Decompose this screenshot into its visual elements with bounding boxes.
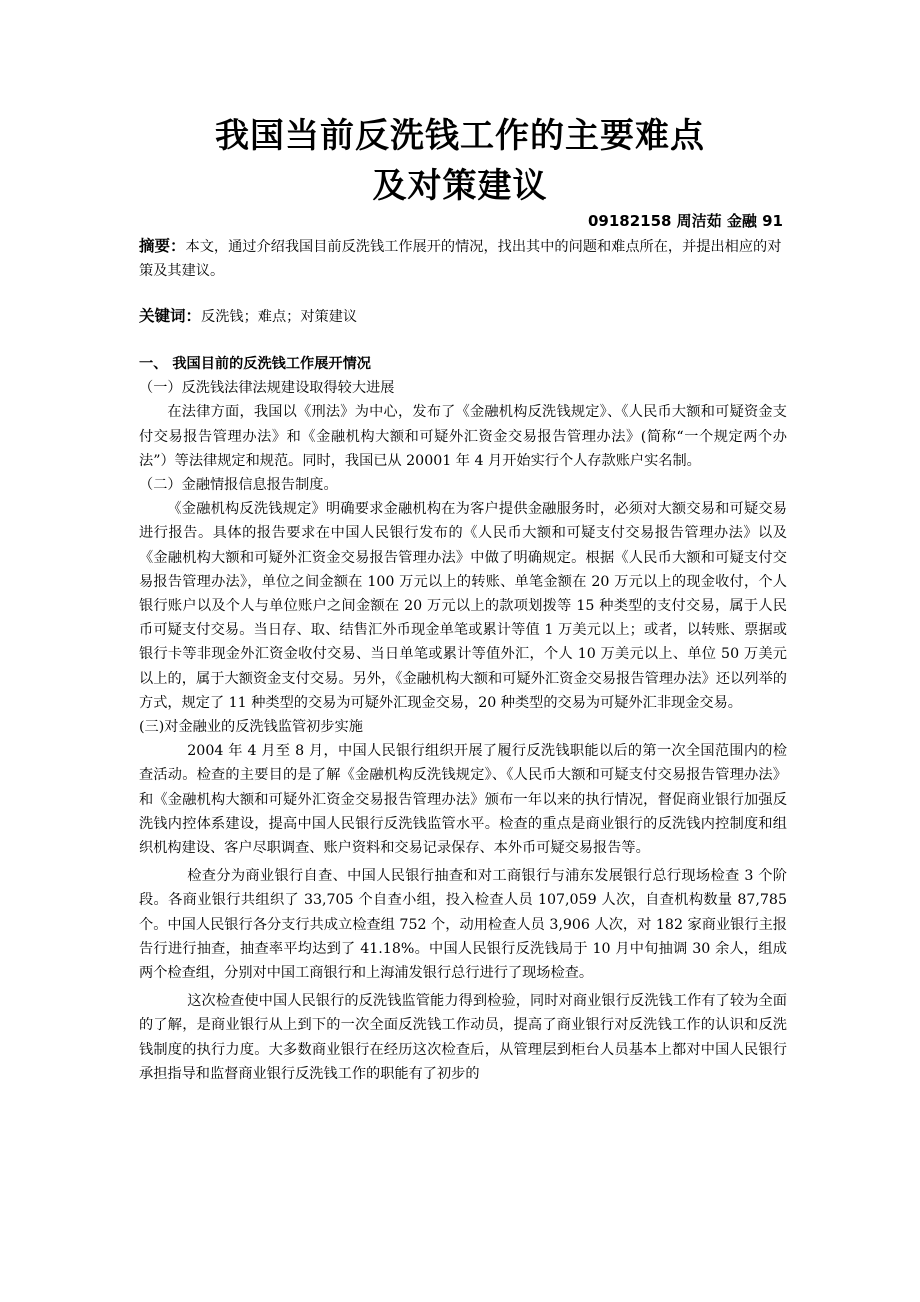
paragraph: 在法律方面，我国以《刑法》为中心，发布了《金融机构反洗钱规定》、《人民币大额和可疑资金支付交易报告管理办法》和《金融机构大额和可疑外汇资金交易报告管理办法》(简称“一个规定两个办法”）等法律规定和规范。同时，我国已从 20001 年 4 月开始实行个人存款账户实名制。 bbox=[139, 404, 787, 469]
document-title-line-1: 我国当前反洗钱工作的主要难点 bbox=[215, 116, 705, 156]
document-title-line-2: 及对策建议 bbox=[372, 166, 548, 206]
keywords bbox=[139, 304, 787, 329]
paragraph: 《金融机构反洗钱规定》明确要求金融机构在为客户提供金融服务时，必须对大额交易和可疑交易进行报告。具体的报告要求在中国人民银行发布的《人民币大额和可疑支付交易报告管理办法》以及《金融机构大额和可疑外汇资金交易报告管理办法》中做了明确规定。根据《人民币大额和可疑支付交易报告管理办法》，单位之间金额在 100 万元以上的转账、单笔金额在 20 万元以上的现金收付，个人银行账户以及个人与单位账户之间金额在 20 万元以上的款项划拨等 15 种类型的支付交易，属于人民币可疑支付交易。当日存、取、结售汇外币现金单笔或累计等值 1 万美元以上；或者，以转账、票据或银行卡等非现金外汇资金收付交易、当日单笔或累计等值外汇，个人 10 万美元以上、单位 50 万美元以上的，属于大额资金支付交易。另外，《金融机构大额和可疑外汇资金交易报告管理办法》还以列举的方式，规定了 11 种类型的交易为可疑外汇现金交易，20 种类型的交易为可疑外汇非现金交易。 bbox=[139, 501, 787, 711]
paragraph: 2004 年 4 月至 8 月，中国人民银行组织开展了履行反洗钱职能以后的第一次全国范围内的检查活动。检查的主要目的是了解《金融机构反洗钱规定》、《人民币大额和可疑支付交易报告管理办法》和《金融机构大额和可疑外汇资金交易报告管理办法》颁布一年以来的执行情况，督促商业银行加强反洗钱内控体系建设，提高中国人民银行反洗钱监管水平。检查的重点是商业银行的反洗钱内控制度和组织机构建设、客户尽职调查、账户资料和交易记录保存、本外币可疑交易报告等。 bbox=[139, 743, 787, 857]
subsection-heading: (三)对金融业的反洗钱监管初步实施 bbox=[139, 719, 363, 736]
abstract bbox=[139, 234, 787, 283]
subsection-heading: （一）反洗钱法律法规建设取得较大进展 bbox=[139, 380, 395, 397]
abstract-label: 摘要： bbox=[139, 237, 186, 255]
subsection-heading: （二）金融情报信息报告制度。 bbox=[139, 477, 338, 494]
paragraph: 这次检查使中国人民银行的反洗钱监管能力得到检验，同时对商业银行反洗钱工作有了较为全面的了解，是商业银行从上到下的一次全面反洗钱工作动员，提高了商业银行对反洗钱工作的认识和反洗钱制度的执行力度。大多数商业银行在经历这次检查后，从管理层到柜台人员基本上都对中国人民银行承担指导和监督商业银行反洗钱工作的职能有了初步的 bbox=[139, 993, 787, 1082]
abstract-text: 本文，通过介绍我国目前反洗钱工作展开的情况，找出其中的问题和难点所在，并提出相应的对策及其建议。 bbox=[139, 239, 782, 280]
paragraph: 检查分为商业银行自查、中国人民银行抽查和对工商银行与浦东发展银行总行现场检查 3 个阶段。各商业银行共组织了 33,705 个自查小组，投入检查人员 107,059 人次，自查机构数量 87,785 个。中国人民银行各分支行共成立检查组 752 个，动用检查人员 3,906 人次，对 182 家商业银行主报告行进行抽查，抽查率平均达到了 41.18%。中国人民银行反洗钱局于 10 月中旬抽调 30 余人，组成两个检查组，分别对中国工商银行和上海浦发银行总行进行了现场检查。 bbox=[139, 868, 787, 982]
main-body bbox=[139, 352, 787, 1086]
author-line: 09182158 周洁茹 金融 91 bbox=[587, 212, 783, 230]
keywords-label: 关键词： bbox=[139, 307, 202, 325]
keywords-text: 反洗钱；难点；对策建议 bbox=[201, 309, 358, 325]
section-heading: 一、 我国目前的反洗钱工作展开情况 bbox=[139, 356, 371, 372]
